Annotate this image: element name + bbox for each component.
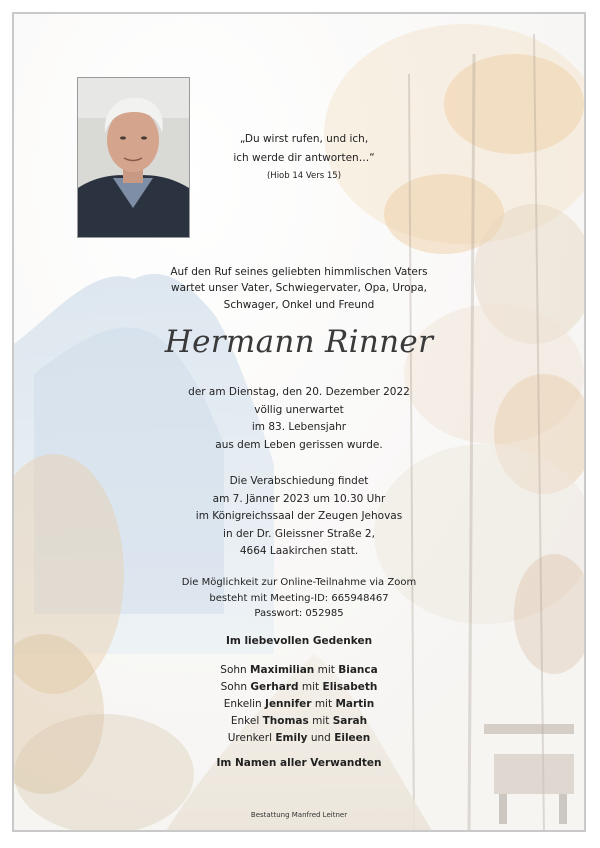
intro-line-1: Auf den Ruf seines geliebten himmlischen Vaters: [170, 266, 428, 278]
family-row: Enkelin Jennifer mit Martin: [223, 698, 375, 710]
quote-source: (Hiob 14 Vers 15): [266, 171, 342, 181]
intro-line-3: Schwager, Onkel und Freund: [223, 298, 375, 311]
quote-line-1: „Du wirst rufen, und ich,: [239, 133, 369, 145]
death-info: [134, 384, 464, 454]
farewell-line-4: in der Dr. Gleissner Straße 2,: [223, 527, 375, 540]
intro-text: [144, 264, 454, 313]
memorial-heading: Im liebevollen Gedenken: [225, 635, 373, 647]
farewell-line-1: Die Verabschiedung findet: [229, 475, 369, 487]
death-info-line-4: aus dem Leben gerissen wurde.: [215, 438, 383, 451]
family-row: Enkel Thomas mit Sarah: [230, 715, 368, 727]
family-row: Sohn Maximilian mit Bianca: [220, 664, 378, 676]
family-list: [134, 662, 464, 747]
online-info: [134, 575, 464, 622]
death-info-line-2: völlig unerwartet: [254, 403, 344, 416]
farewell-line-3: im Königreichssaal der Zeugen Jehovas: [195, 510, 403, 522]
bible-quote: [174, 130, 434, 184]
farewell-info: [134, 473, 464, 561]
online-line-1: Die Möglichkeit zur Online-Teilnahme via Zoom: [181, 577, 417, 588]
closing-line: Im Namen aller Verwandten: [216, 757, 382, 769]
family-row: Sohn Gerhard mit Elisabeth: [220, 681, 378, 693]
online-line-3: Passwort: 052985: [254, 608, 344, 619]
farewell-line-5: 4664 Laakirchen statt.: [239, 545, 359, 557]
intro-line-2: wartet unser Vater, Schwiegervater, Opa, Uropa,: [170, 282, 428, 295]
quote-line-2: ich werde dir antworten…“: [233, 152, 375, 164]
family-row: Urenkerl Emily und Eileen: [227, 732, 371, 744]
funeral-home: Bestattung Manfred Leitner: [250, 811, 348, 819]
death-info-line-3: im 83. Lebensjahr: [251, 421, 347, 433]
deceased-name: Hermann Rinner: [164, 324, 434, 360]
online-line-2: besteht mit Meeting-ID: 665948467: [209, 592, 389, 604]
parte-frame: [12, 12, 586, 832]
farewell-line-2: am 7. Jänner 2023 um 10.30 Uhr: [212, 492, 386, 505]
death-info-line-1: der am Dienstag, den 20. Dezember 2022: [188, 386, 410, 398]
